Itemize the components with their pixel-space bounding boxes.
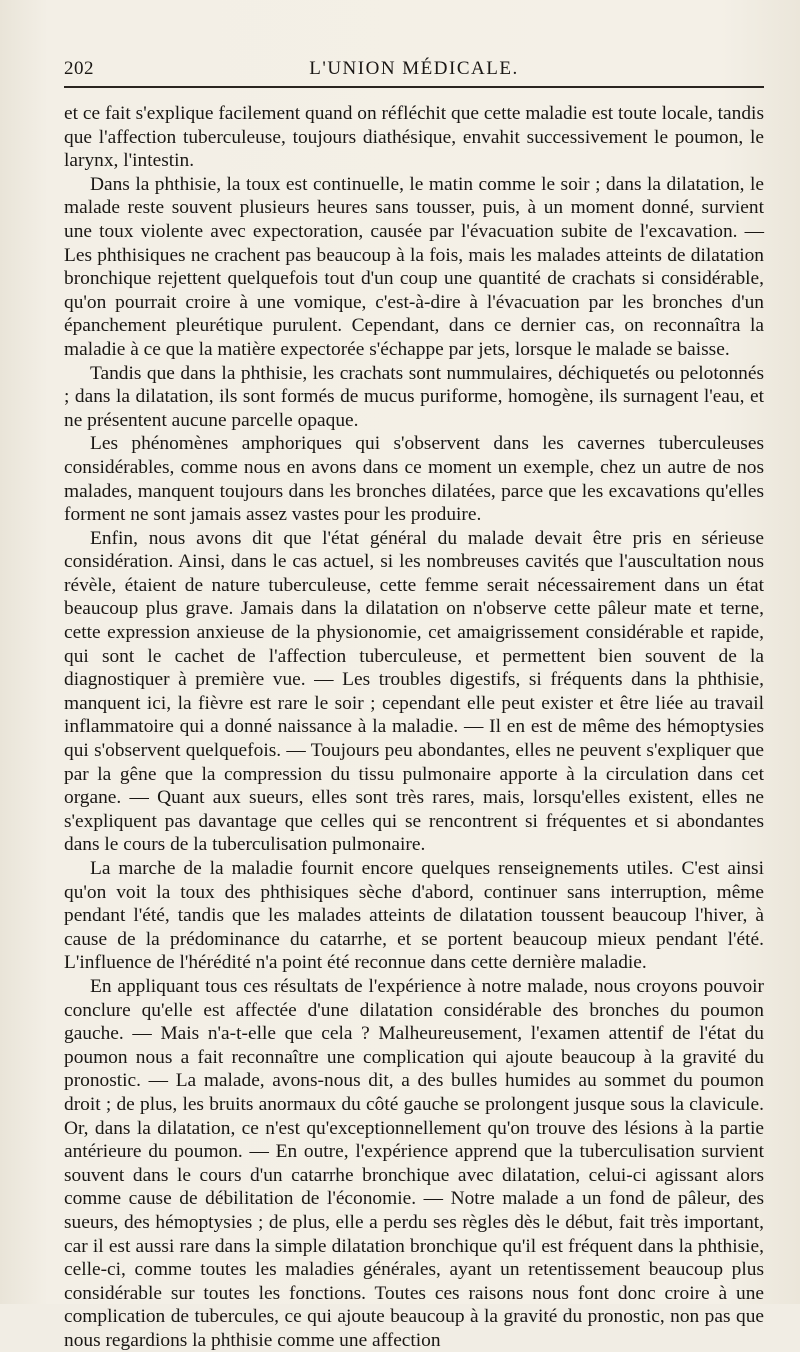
page-number: 202 — [64, 58, 94, 79]
paragraph: Enfin, nous avons dit que l'état général du malade devait être pris en sérieuse considération. Ainsi, dans le cas actuel, si les nombreuses cavités que l'auscultation nous révèle, étaient de nature tuberculeuse, cette femme serait nécessairement dans un état beaucoup plus grave. Jamais dans la dilatation on n'observe cette pâleur mate et terne, cette expression anxieuse de la physionomie, cet amaigrissement considérable et rapide, qui sont le cachet de l'affection tuberculeuse, et permettent bien souvent de la diagnostiquer à première vue. — Les troubles digestifs, si fréquents dans la phthisie, manquent ici, la fièvre est rare le soir ; cependant elle peut exister et être liée au travail inflammatoire qui a donné naissance à la maladie. — Il en est de même des hémoptysies qui s'observent quelquefois. — Toujours peu abondantes, elles ne peuvent s'expliquer que par la gêne que la compression du tissu pulmonaire apporte à la circulation dans cet organe. — Quant aux sueurs, elles sont très rares, mais, lorsqu'elles existent, elles ne s'expliquent pas davantage que celles qui se rencontrent si fréquentes et si abondantes dans le cours de la tuberculisation pulmonaire. — [64, 527, 764, 856]
paragraph: Les phénomènes amphoriques qui s'observent dans les cavernes tuberculeuses considérables, comme nous en avons dans ce moment un exemple, chez un autre de nos malades, manquent toujours dans les bronches dilatées, parce que les excavations qu'elles forment ne sont jamais assez vastes pour les produire. — [64, 433, 764, 526]
paragraph: En appliquant tous ces résultats de l'expérience à notre malade, nous croyons pouvoir conclure qu'elle est affectée d'une dilatation considérable des bronches du poumon gauche. — Mais n'a-t-elle que cela ? Malheureusement, l'examen attentif de l'état du poumon nous a fait reconnaître une complication qui ajoute beaucoup à la gravité du pronostic. — La malade, avons-nous dit, a des bulles humides au sommet du poumon droit ; de plus, les bruits anormaux du côté gauche se prolongent jusque sous la clavicule. Or, dans la dilatation, ce n'est qu'exceptionnellement qu'on trouve des lésions à la partie antérieure du poumon. — En outre, l'expérience apprend que la tuberculisation survient souvent dans le cours d'un catarrhe bronchique avec dilatation, celui-ci agissant alors comme cause de débilitation de l'économie. — Notre malade a un fond de pâleur, des sueurs, des hémoptysies ; de plus, elle a perdu ses règles dès le début, fait très important, car il est aussi rare dans la simple dilatation bronchique qu'il est fréquent dans la phthisie, celle-ci, comme toutes les maladies générales, ayant un retentissement beaucoup plus considérable sur toutes les fonctions. Toutes ces raisons nous font donc croire à une complication de tubercules, ce qui ajoute beaucoup à la gravité du pronostic, non pas que nous regardions la phthisie comme une affection — [64, 975, 764, 1351]
paragraph: et ce fait s'explique facilement quand on réfléchit que cette maladie est toute locale, tandis que l'affection tuberculeuse, toujours diathésique, envahit successivement le poumon, le larynx, l'intestin. — [64, 103, 764, 172]
article-body — [64, 102, 764, 1352]
paragraph: La marche de la maladie fournit encore quelques renseignements utiles. C'est ainsi qu'on voit la toux des phthisiques sèche d'abord, continuer sans interruption, même pendant l'été, tandis que les malades atteints de dilatation toussent beaucoup l'hiver, à cause de la prédominance du catarrhe, et se portent beaucoup mieux pendant l'été. L'influence de l'hérédité n'a point été reconnue dans cette dernière maladie. — [64, 858, 764, 974]
paragraph: Tandis que dans la phthisie, les crachats sont nummulaires, déchiquetés ou pelotonnés ; dans la dilatation, ils sont formés de mucus puriforme, homogène, ils surnagent l'eau, et ne présentent aucune parcelle opaque. — [64, 362, 764, 431]
paragraph: Dans la phthisie, la toux est continuelle, le matin comme le soir ; dans la dilatation, le malade reste souvent plusieurs heures sans tousser, puis, à un moment donné, survient une toux violente avec expectoration, causée par l'évacuation subite de l'excavation. — Les phthisiques ne crachent pas beaucoup à la fois, mais les malades atteints de dilatation bronchique rejettent quelquefois tout d'un coup une quantité de crachats si considérable, qu'on pourrait croire à une vomique, c'est-à-dire à l'évacuation par les bronches d'un épanchement pleurétique purulent. Cependant, dans ce dernier cas, on reconnaîtra la maladie à ce que la matière expectorée s'échappe par jets, lorsque le malade se baisse. — [64, 173, 764, 360]
journal-title: L'UNION MÉDICALE. — [309, 58, 519, 79]
running-header — [64, 56, 764, 88]
